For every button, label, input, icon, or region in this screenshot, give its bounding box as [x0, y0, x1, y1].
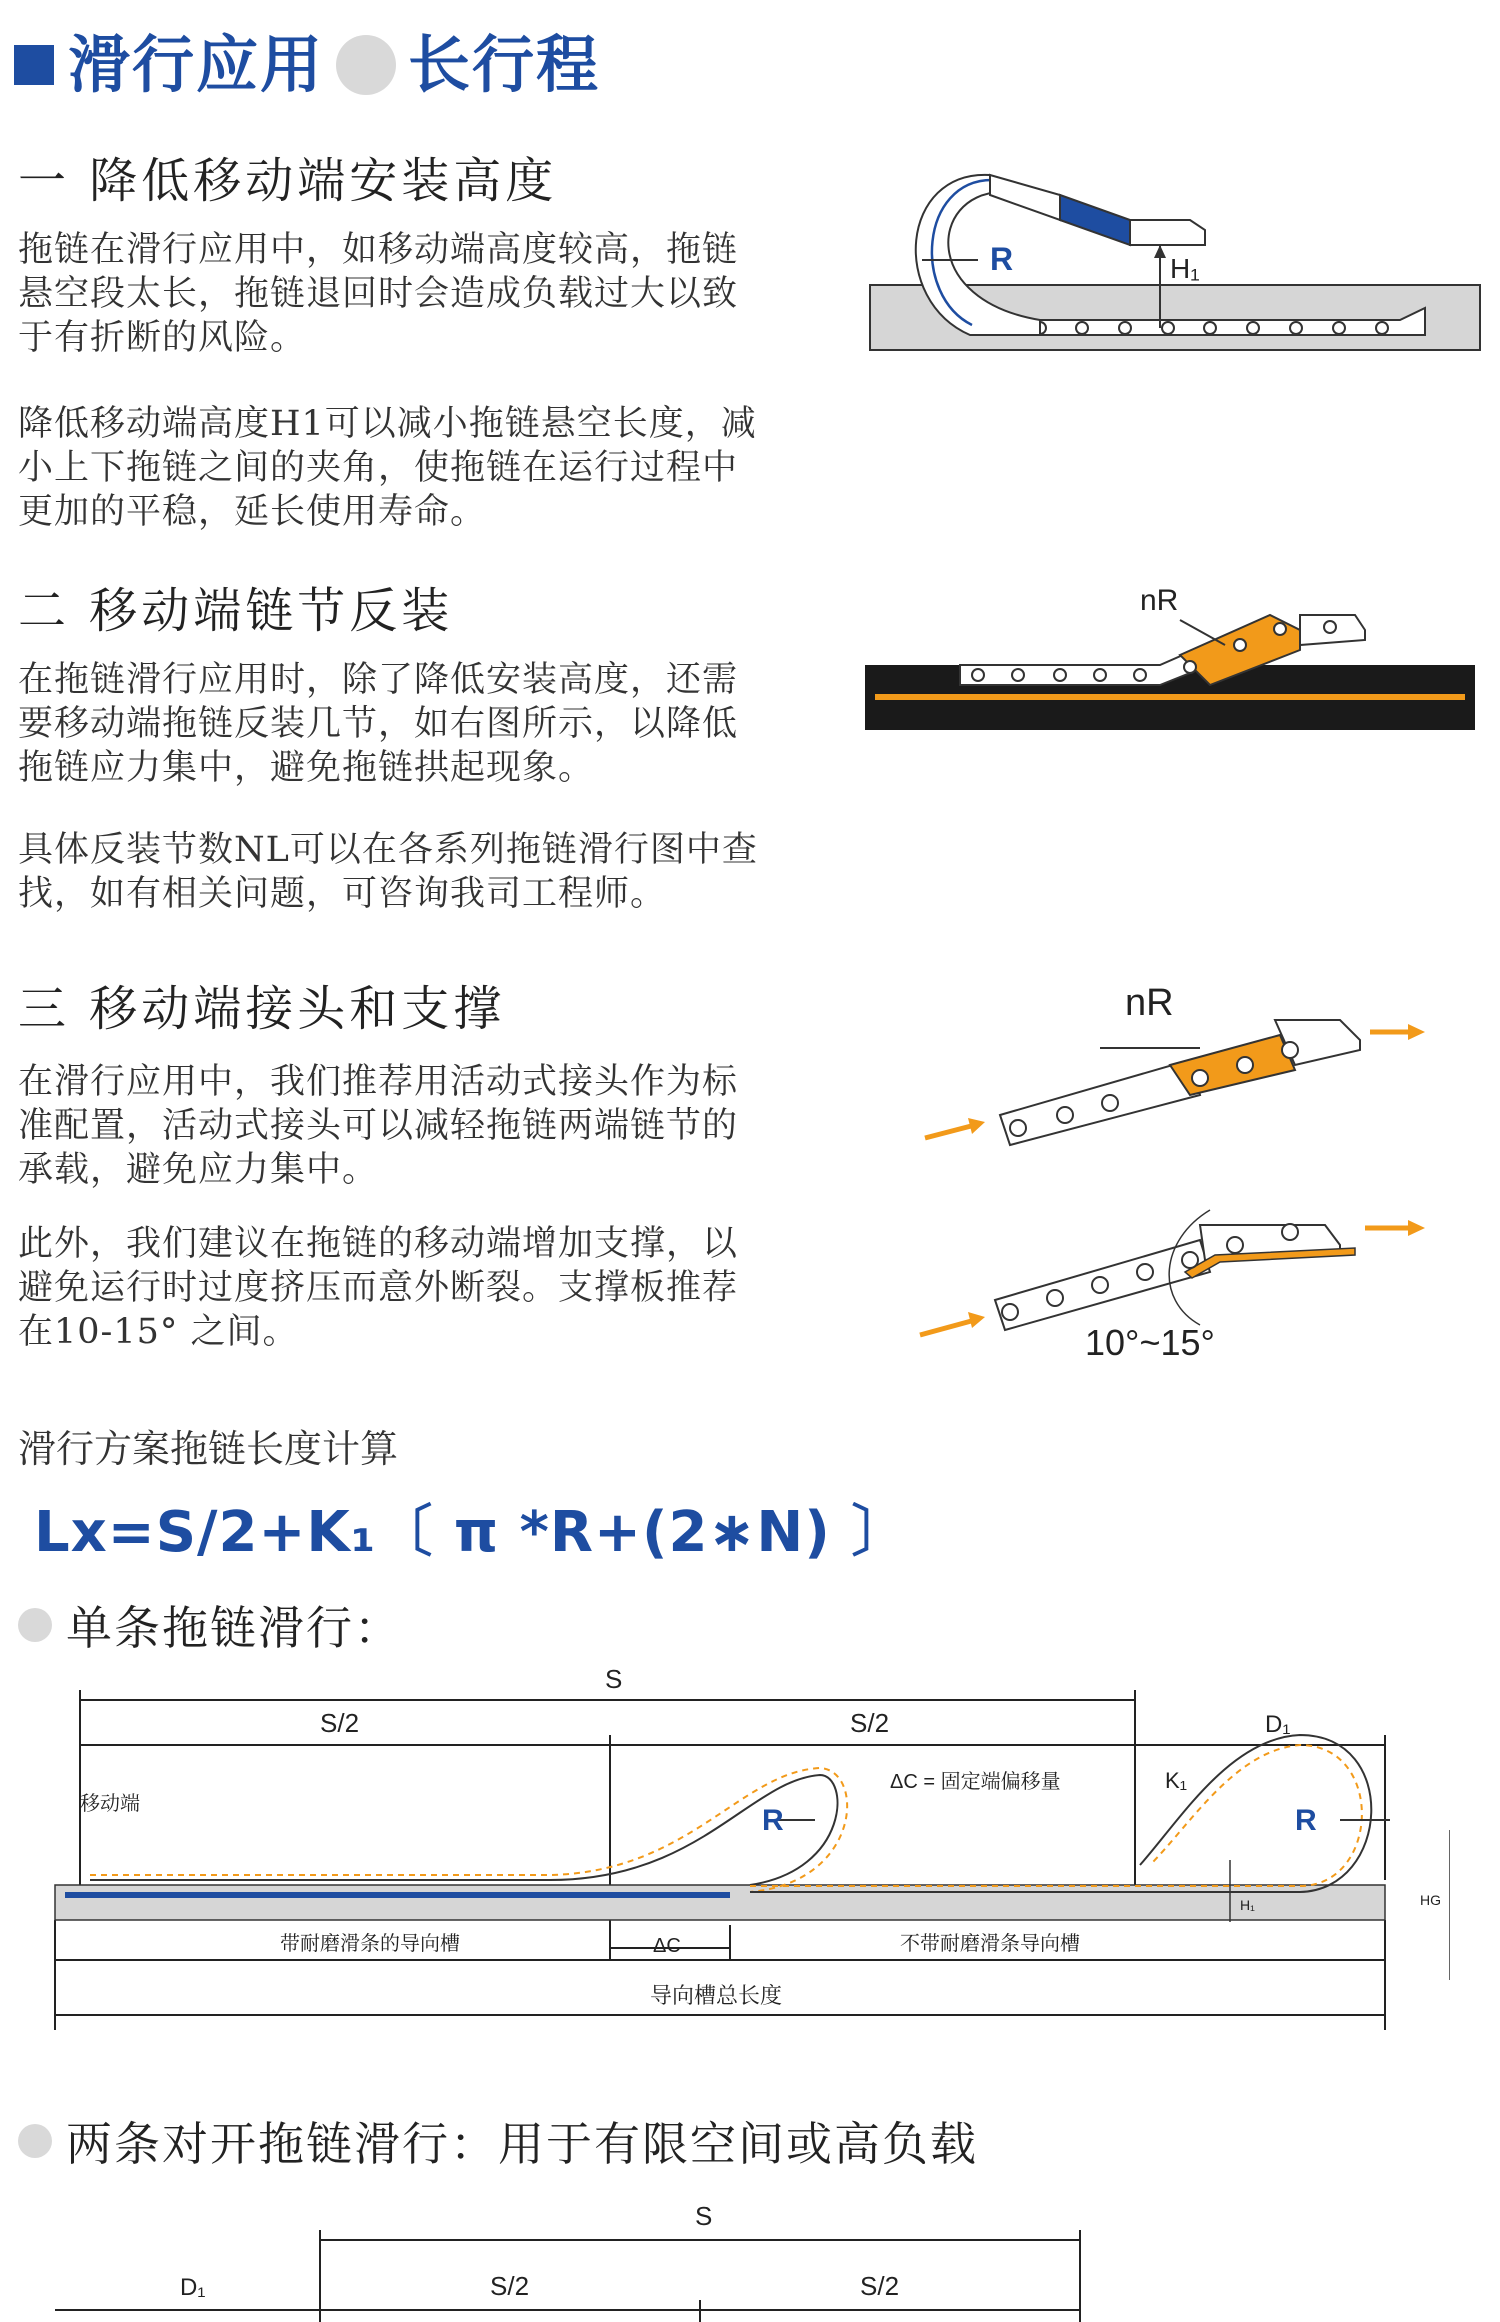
h1-arrow-icon — [1154, 245, 1166, 258]
label-s2-right: S/2 — [850, 1708, 890, 1738]
label-h1: H₁ — [1240, 1897, 1255, 1913]
right-chain-dash — [750, 1745, 1362, 1886]
label-groove-wear: 带耐磨滑条的导向槽 — [280, 1933, 460, 1955]
double-label-s: S — [695, 2201, 713, 2231]
label-groove-plain: 不带耐磨滑条导向槽 — [900, 1933, 1080, 1955]
label-moving-end: 移动端 — [80, 1793, 140, 1815]
guide-channel — [55, 1885, 1385, 1920]
arrow-right-icon — [1408, 1220, 1425, 1236]
label-s: S — [605, 1664, 623, 1694]
title-left: 滑行应用 — [68, 28, 325, 101]
label-r-right: R — [1295, 1804, 1317, 1837]
title-square-icon — [14, 45, 54, 85]
bullet-dot-icon — [18, 1608, 52, 1642]
double-label-d1: D₁ — [180, 2274, 206, 2301]
single-heading-row — [18, 1592, 402, 1658]
title-dot-icon — [336, 35, 396, 95]
arrow-right-icon — [968, 1312, 985, 1328]
upper-chain-run — [90, 1775, 837, 1885]
label-r-left: R — [762, 1804, 784, 1837]
title-right: 长行程 — [408, 28, 601, 101]
label-d1: D₁ — [1265, 1711, 1291, 1738]
fig-joint-support — [900, 970, 1460, 1370]
single-heading: 单条拖链滑行： — [66, 1601, 402, 1655]
push-arrow-left — [925, 1125, 975, 1138]
upper-chain — [990, 175, 1060, 220]
fig2-label-nr: nR — [1140, 585, 1179, 617]
section3-para1: 在滑行应用中，我们推荐用活动式接头作为标准配置，活动式接头可以减轻拖链两端链节的承载，避免应力集中。 — [18, 1062, 739, 1190]
double-dimension-lines — [55, 2230, 1080, 2322]
fig3-label-nr: nR — [1125, 982, 1174, 1024]
section2-heading: 二 移动端链节反装 — [18, 583, 454, 639]
dimension-lines — [55, 1690, 1385, 2030]
nr-leader — [1180, 620, 1225, 645]
section1-para2: 降低移动端高度H1可以减小拖链悬空长度，减小上下拖链之间的夹角，使拖链在运行过程中更加的平稳，延长使用寿命。 — [18, 404, 757, 532]
section2-para1: 在拖链滑行应用时，除了降低安装高度，还需要移动端拖链反装几节，如右图所示，以降低拖链应力集中，避免拖链拱起现象。 — [18, 660, 739, 788]
label-dc: ΔC — [653, 1935, 681, 1957]
formula-title: 滑行方案拖链长度计算 — [18, 1427, 399, 1471]
section3-para2: 此外，我们建议在拖链的移动端增加支撑，以避免运行时过度挤压而意外断裂。支撑板推荐在10-15° 之间。 — [18, 1224, 739, 1352]
lower-chain-links — [1034, 322, 1388, 334]
arrow-right-icon — [1408, 1024, 1425, 1040]
fig3-label-angle: 10°~15° — [1085, 1322, 1215, 1363]
label-total: 导向槽总长度 — [650, 1983, 783, 2008]
wear-strip-blue — [65, 1892, 730, 1898]
label-dc-note: ΔC = 固定端偏移量 — [890, 1771, 1061, 1793]
bullet-dot-icon — [18, 2124, 52, 2158]
push-arrow-left-2 — [920, 1320, 975, 1335]
fig1-label-r: R — [990, 241, 1014, 277]
right-chain-loop — [750, 1735, 1371, 1892]
double-heading-row — [18, 2108, 978, 2174]
fig1-label-h1: H₁ — [1170, 253, 1200, 284]
double-heading: 两条对开拖链滑行：用于有限空间或高负载 — [66, 2117, 978, 2171]
chain-upper — [1000, 1060, 1200, 1145]
fig-reverse-links — [860, 585, 1490, 735]
section3-heading: 三 移动端接头和支撑 — [18, 981, 506, 1037]
arrow-right-icon — [968, 1118, 985, 1134]
section1-heading: 一 降低移动端安装高度 — [18, 153, 558, 209]
fig-double-chain — [50, 2190, 1450, 2322]
moving-end-bracket — [1130, 220, 1205, 245]
page-title — [14, 28, 601, 101]
fig-mount-height — [860, 150, 1490, 360]
section1-para1: 拖链在滑行应用中，如移动端高度较高，拖链悬空段太长，拖链退回时会造成负载过大以致于有折断的风险。 — [18, 230, 739, 358]
section2-para2: 具体反装节数NL可以在各系列拖链滑行图中查找，如有相关问题，可咨询我司工程师。 — [18, 830, 758, 914]
chain-center-dash — [90, 1768, 847, 1892]
orange-links — [1170, 1035, 1295, 1095]
double-label-s2-left: S/2 — [490, 2271, 530, 2301]
formula-text: Lx=S/2+K₁〔 π *R+(2∗N) 〕 — [34, 1500, 909, 1565]
label-s2-left: S/2 — [320, 1708, 360, 1738]
label-k1: K₁ — [1165, 1768, 1188, 1793]
fig-single-chain — [50, 1660, 1450, 2040]
double-label-s2-right: S/2 — [860, 2271, 900, 2301]
label-hg: HG — [1420, 1892, 1441, 1908]
upper-chain-blue — [1060, 195, 1130, 245]
